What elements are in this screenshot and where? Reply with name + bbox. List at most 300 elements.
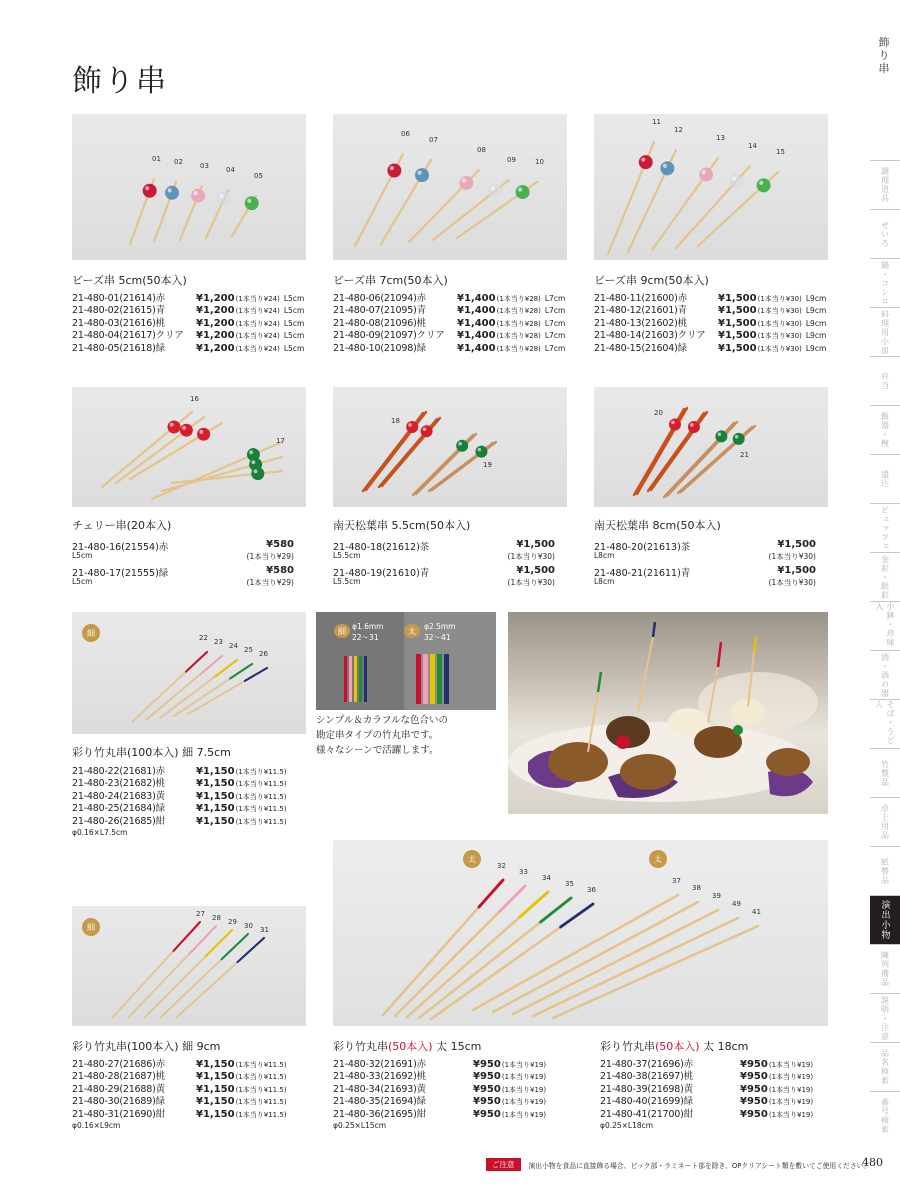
bead-highlight <box>251 460 255 464</box>
item-number: 17 <box>276 437 285 445</box>
row-price: ¥1,200 <box>196 317 235 329</box>
name-prefix: 彩り竹丸串 <box>333 1040 388 1053</box>
side-tab-label: 鍋・コンロ <box>880 260 890 306</box>
photo-food-scene <box>508 612 828 814</box>
row-code: 21-480-06(21094)赤 <box>333 293 426 304</box>
row-price: ¥580 <box>266 539 294 550</box>
row-code: 21-480-21(21611)青 <box>594 568 691 579</box>
price-row <box>600 1109 813 1121</box>
bead-highlight <box>219 194 223 198</box>
bead <box>251 467 264 480</box>
caption-line: 様々なシーンで活躍します。 <box>316 745 439 756</box>
skewer <box>493 902 698 1012</box>
product-name-nanten-8cm: 南天松葉串 8cm(50本入) <box>594 519 721 532</box>
row-price: ¥1,200 <box>196 293 235 304</box>
row-unit: (1本当り¥30) <box>507 552 555 561</box>
photo-beads-7cm <box>333 114 567 260</box>
thin-badge: 細 <box>334 624 350 638</box>
side-tab-1[interactable] <box>870 209 900 258</box>
side-tab-label: 陳列備品 <box>880 951 890 987</box>
size-badge: 太 <box>649 850 667 868</box>
skewer <box>513 910 718 1014</box>
price-row <box>333 1071 546 1083</box>
bead <box>669 418 681 430</box>
quantity-red: (50本入) <box>388 1040 433 1053</box>
spec-take-9cm: φ0.16×L9cm <box>72 1121 121 1130</box>
skewer <box>230 664 252 679</box>
row-price: ¥950 <box>473 1071 501 1083</box>
item-number: 10 <box>535 158 544 166</box>
item-number: 41 <box>752 908 761 916</box>
item-number: 25 <box>244 646 253 654</box>
price-row <box>72 1071 287 1083</box>
row-code: 21-480-37(21696)赤 <box>600 1059 693 1070</box>
price-row <box>72 293 304 305</box>
row-price: ¥1,500 <box>516 565 555 576</box>
bead-highlight <box>671 421 675 425</box>
price-row <box>594 293 826 305</box>
row-price: ¥950 <box>740 1083 768 1095</box>
side-tab-label: 酒・酒の器 <box>880 652 890 698</box>
row-unit: (1本当り¥28) <box>496 332 541 341</box>
row-unit: (1本当り¥28) <box>496 295 541 303</box>
side-tab-12[interactable] <box>870 748 900 797</box>
row-len: L7cm <box>544 294 566 303</box>
product-illustration <box>333 387 567 507</box>
thin-diameter: φ1.6mm <box>352 622 384 631</box>
bead <box>143 184 157 198</box>
row-price: ¥1,150 <box>196 790 235 802</box>
row-unit: (1本当り¥11.5) <box>235 792 287 801</box>
side-tab-label: 演出小物 <box>879 900 890 940</box>
side-tab-label: 紙製品 <box>880 857 890 885</box>
row-len: L5cm <box>72 577 93 586</box>
price-list-take-18cm <box>600 1059 813 1121</box>
row-code: 21-480-17(21555)緑 <box>72 568 169 579</box>
bead <box>191 189 205 203</box>
price-row <box>333 1109 546 1121</box>
price-row <box>600 1059 813 1071</box>
row-unit: (1本当り¥11.5) <box>235 1085 287 1094</box>
price-row <box>72 343 304 355</box>
row-code: 21-480-24(21683)黄 <box>72 790 165 802</box>
item-number: 38 <box>692 884 701 892</box>
name-suffix: 太 15cm <box>432 1040 482 1053</box>
side-tab-18[interactable] <box>870 1042 900 1091</box>
bead <box>488 184 502 198</box>
row-code: 21-480-13(21602)桃 <box>594 317 687 329</box>
price-list-beads-7cm <box>333 293 565 355</box>
bead-highlight <box>690 423 694 427</box>
size-badge: 細 <box>82 918 100 936</box>
bead-highlight <box>759 181 763 185</box>
bead-highlight <box>254 469 258 473</box>
row-unit: (1本当り¥19) <box>768 1061 814 1069</box>
row-price: ¥1,500 <box>718 305 757 317</box>
price-row <box>72 803 287 815</box>
row-price: ¥950 <box>740 1096 768 1108</box>
row-len: L7cm <box>544 306 566 316</box>
side-tab-6[interactable] <box>870 454 900 503</box>
product-name-beads-9cm: ビーズ串 9cm(50本入) <box>594 274 709 287</box>
bead <box>733 433 745 445</box>
row-price: ¥1,500 <box>718 317 757 329</box>
row-len: L9cm <box>805 294 827 303</box>
side-tab-10[interactable] <box>870 650 900 699</box>
item-number: 05 <box>254 172 263 180</box>
row-len: L9cm <box>805 306 827 316</box>
side-tab-5[interactable] <box>870 405 900 454</box>
product-illustration <box>72 387 306 507</box>
row-unit: (1本当り¥19) <box>768 1073 814 1082</box>
row-price: ¥950 <box>473 1083 501 1095</box>
row-price: ¥1,400 <box>457 293 496 304</box>
side-tab-13[interactable] <box>870 797 900 846</box>
product-illustration <box>594 114 828 260</box>
bead <box>421 425 433 437</box>
row-code: 21-480-38(21697)桃 <box>600 1071 693 1083</box>
bead <box>639 155 653 169</box>
bead <box>688 421 700 433</box>
row-unit: (1本当り¥30) <box>757 295 802 303</box>
skewer <box>245 668 267 681</box>
row-price: ¥1,200 <box>196 342 235 354</box>
side-tab-label: 飯器・椀 <box>880 412 890 448</box>
item-number: 11 <box>652 118 661 126</box>
row-code: 21-480-08(21096)桃 <box>333 317 426 329</box>
item-number: 19 <box>483 461 492 469</box>
price-row <box>333 293 565 305</box>
price-row <box>333 330 565 342</box>
price-list-take-9cm <box>72 1059 287 1121</box>
price-row <box>72 791 287 803</box>
row-code: 21-480-30(21689)緑 <box>72 1096 165 1108</box>
side-tab-label: 金彩・銀彩 <box>880 554 890 600</box>
bead-highlight <box>718 432 722 436</box>
row-unit: (1本当り¥19) <box>501 1073 547 1082</box>
item-number: 01 <box>152 155 161 163</box>
item-number: 28 <box>212 914 221 922</box>
skewer <box>553 926 758 1018</box>
price-row <box>600 1071 813 1083</box>
row-unit: (1本当り¥29) <box>246 578 294 587</box>
row-unit: (1本当り¥30) <box>757 344 802 353</box>
side-tab-14[interactable] <box>870 846 900 895</box>
price-row <box>72 1096 287 1108</box>
bead-highlight <box>417 171 421 175</box>
skewer <box>667 422 737 496</box>
bead <box>516 185 530 199</box>
photo-nanten-8cm <box>594 387 828 507</box>
row-price: ¥1,400 <box>457 342 496 354</box>
size-badge: 細 <box>82 624 100 642</box>
row-unit: (1本当り¥11.5) <box>235 1098 287 1107</box>
side-tab-2[interactable] <box>870 258 900 307</box>
spec-take-15cm: φ0.25×L15cm <box>333 1121 387 1130</box>
skewer <box>561 904 593 927</box>
side-tab-label: 卓上用品 <box>880 804 890 840</box>
photo-take-15-18cm <box>333 840 828 1026</box>
row-code: 21-480-18(21612)茶 <box>333 542 430 553</box>
side-tab-9[interactable] <box>870 601 900 650</box>
skewer <box>499 886 525 912</box>
item-number: 18 <box>391 417 400 425</box>
bead-highlight <box>193 191 197 195</box>
price-row <box>72 1059 287 1071</box>
row-price: ¥1,500 <box>718 293 757 304</box>
side-tab-15[interactable] <box>870 895 900 944</box>
caption-line: シンプル＆カラフルな色合いの <box>316 715 449 726</box>
bead <box>757 178 771 192</box>
bead-highlight <box>732 176 736 180</box>
row-price: ¥950 <box>473 1096 501 1108</box>
row-code: 21-480-10(21098)緑 <box>333 342 426 354</box>
row-unit: (1本当り¥19) <box>768 1110 814 1119</box>
row-unit: (1本当り¥30) <box>757 319 802 328</box>
side-tab-label: 品名検索 <box>880 1049 890 1085</box>
photo-beads-9cm <box>594 114 828 260</box>
row-price: ¥1,400 <box>457 330 496 342</box>
item-number: 49 <box>732 900 741 908</box>
item-number: 30 <box>244 922 253 930</box>
row-price: ¥950 <box>473 1108 501 1120</box>
item-number: 15 <box>776 148 785 156</box>
side-category-label: 飾り串 <box>878 36 890 75</box>
bead-highlight <box>478 448 482 452</box>
side-tab-8[interactable] <box>870 552 900 601</box>
price-row <box>72 318 304 330</box>
row-price: ¥1,150 <box>196 803 235 815</box>
price-row <box>72 1109 287 1121</box>
row-unit: (1本当り¥11.5) <box>235 817 287 826</box>
bead <box>387 164 401 178</box>
side-tab-label: 盛込 <box>880 470 890 488</box>
bead-highlight <box>170 423 174 427</box>
side-tab-label: 料理用小皿 <box>880 309 890 355</box>
row-code: 21-480-05(21618)緑 <box>72 342 165 354</box>
product-name-take-9cm: 彩り竹丸串(100本入) 細 9cm <box>72 1040 221 1053</box>
photo-take-7-5cm <box>72 612 306 734</box>
row-price: ¥950 <box>740 1059 768 1070</box>
bead <box>660 161 674 175</box>
row-code: 21-480-31(21690)紺 <box>72 1108 165 1120</box>
row-unit: (1本当り¥24) <box>235 295 280 303</box>
side-tab-label: 調理道具 <box>880 167 890 203</box>
item-number: 03 <box>200 162 209 170</box>
side-tab-4[interactable] <box>870 356 900 405</box>
side-tab-7[interactable] <box>870 503 900 552</box>
row-price: ¥950 <box>473 1059 501 1070</box>
row-code: 21-480-36(21695)紺 <box>333 1108 426 1120</box>
skewer <box>520 892 548 917</box>
bead-highlight <box>167 188 171 192</box>
thick-range: 32〜41 <box>424 633 451 642</box>
row-unit: (1本当り¥19) <box>501 1098 547 1107</box>
bead-highlight <box>247 199 251 203</box>
product-name-beads-5cm: ビーズ串 5cm(50本入) <box>72 274 187 287</box>
price-row <box>594 343 826 355</box>
item-number: 39 <box>712 892 721 900</box>
side-tab-0[interactable] <box>870 160 900 209</box>
row-unit: (1本当り¥11.5) <box>235 1110 287 1119</box>
photo-take-9cm <box>72 906 306 1026</box>
row-price: ¥1,400 <box>457 317 496 329</box>
price-row <box>594 318 826 330</box>
skewer <box>201 656 222 674</box>
row-len: L9cm <box>805 343 827 353</box>
item-number: 23 <box>214 638 223 646</box>
item-number: 16 <box>190 395 199 403</box>
item-number: 07 <box>429 136 438 144</box>
row-len: L5cm <box>283 331 305 341</box>
row-unit: (1本当り¥28) <box>496 307 541 316</box>
row-unit: (1本当り¥30) <box>768 552 816 561</box>
row-len: L8cm <box>594 577 615 586</box>
price-row <box>72 816 287 828</box>
product-name-beads-7cm: ビーズ串 7cm(50本入) <box>333 274 448 287</box>
bead <box>475 446 487 458</box>
row-price: ¥1,500 <box>718 330 757 342</box>
side-tab-17[interactable] <box>870 993 900 1042</box>
name-suffix: 太 18cm <box>699 1040 749 1053</box>
item-number: 12 <box>674 126 683 134</box>
row-unit: (1本当り¥19) <box>768 1098 814 1107</box>
product-illustration <box>333 114 567 260</box>
row-unit: (1本当り¥11.5) <box>235 768 287 776</box>
row-code: 21-480-29(21688)黄 <box>72 1083 165 1095</box>
side-tab-label: ビュッフェ <box>880 505 890 551</box>
side-tab-label: 番号検索 <box>880 1098 890 1134</box>
row-price: ¥1,150 <box>196 1096 235 1108</box>
row-price: ¥1,150 <box>196 1083 235 1095</box>
side-tab-11[interactable] <box>870 699 900 748</box>
row-len: L5cm <box>283 306 305 316</box>
row-code: 21-480-23(21682)桃 <box>72 778 165 790</box>
bead <box>730 174 744 188</box>
row-price: ¥1,500 <box>777 565 816 576</box>
row-code: 21-480-26(21685)紺 <box>72 815 165 827</box>
row-unit: (1本当り¥30) <box>768 578 816 587</box>
price-row <box>72 330 304 342</box>
product-illustration <box>72 906 306 1026</box>
row-price: ¥950 <box>740 1071 768 1083</box>
bead <box>715 430 727 442</box>
product-name-cherry: チェリー串(20本入) <box>72 519 172 532</box>
item-number: 26 <box>259 650 268 658</box>
price-row <box>333 343 565 355</box>
row-code: 21-480-01(21614)赤 <box>72 293 165 304</box>
row-code: 21-480-14(21603)クリア <box>594 330 706 342</box>
row-unit: (1本当り¥30) <box>757 332 802 341</box>
bead <box>197 428 210 441</box>
price-row <box>600 1096 813 1108</box>
row-len: L7cm <box>544 318 566 328</box>
row-code: 21-480-03(21616)桃 <box>72 317 165 329</box>
item-number: 09 <box>507 156 516 164</box>
row-code: 21-480-27(21686)赤 <box>72 1059 165 1070</box>
product-name-take-18cm <box>600 1038 748 1054</box>
size-badge: 太 <box>463 850 481 868</box>
price-row <box>72 1084 287 1096</box>
bead-highlight <box>408 423 412 427</box>
row-unit: (1本当り¥11.5) <box>235 805 287 814</box>
item-number: 29 <box>228 918 237 926</box>
item-number: 31 <box>260 926 269 934</box>
bead <box>699 168 713 182</box>
photo-cherry <box>72 387 306 507</box>
row-price: ¥1,150 <box>196 1108 235 1120</box>
row-unit: (1本当り¥24) <box>235 344 280 353</box>
row-code: 21-480-09(21097)クリア <box>333 330 445 342</box>
side-tab-19[interactable] <box>870 1091 900 1140</box>
side-tab-16[interactable] <box>870 944 900 993</box>
spec-take-7-5cm: φ0.16×L7.5cm <box>72 828 128 837</box>
row-code: 21-480-16(21554)赤 <box>72 542 169 553</box>
bead-highlight <box>249 450 253 454</box>
product-name-take-15cm <box>333 1038 481 1054</box>
row-price: ¥1,150 <box>196 766 235 777</box>
row-code: 21-480-07(21095)青 <box>333 305 426 317</box>
bead <box>456 440 468 452</box>
bead-highlight <box>182 426 186 430</box>
row-price: ¥1,150 <box>196 1059 235 1070</box>
bead-highlight <box>735 435 739 439</box>
price-row <box>600 1084 813 1096</box>
side-index-tabs <box>870 160 900 1140</box>
row-code: 21-480-28(21687)桃 <box>72 1071 165 1083</box>
bead <box>165 186 179 200</box>
bead-highlight <box>145 186 149 190</box>
row-price: ¥1,200 <box>196 330 235 342</box>
caption-line: 勘定串タイプの竹丸串です。 <box>316 730 439 741</box>
row-price: ¥1,200 <box>196 305 235 317</box>
bead-highlight <box>199 430 203 434</box>
row-unit: (1本当り¥30) <box>507 578 555 587</box>
product-illustration <box>72 114 306 260</box>
skewer <box>479 880 503 907</box>
bead <box>245 196 259 210</box>
row-code: 21-480-22(21681)赤 <box>72 766 165 777</box>
bead-highlight <box>518 188 522 192</box>
row-code: 21-480-32(21691)赤 <box>333 1059 426 1070</box>
price-row <box>333 1096 546 1108</box>
item-number: 33 <box>519 868 528 876</box>
price-list-beads-5cm <box>72 293 304 355</box>
price-row <box>333 1059 546 1071</box>
item-number: 14 <box>748 142 757 150</box>
row-len: L5cm <box>72 551 93 560</box>
row-unit: (1本当り¥28) <box>496 319 541 328</box>
row-code: 21-480-40(21699)緑 <box>600 1096 693 1108</box>
row-code: 21-480-35(21694)緑 <box>333 1096 426 1108</box>
side-tab-label: 竹製品 <box>880 759 890 787</box>
skewer <box>215 660 237 676</box>
price-row <box>72 305 304 317</box>
side-tab-3[interactable] <box>870 307 900 356</box>
photo-nanten-5-5cm <box>333 387 567 507</box>
price-list-beads-9cm <box>594 293 826 355</box>
skewer <box>541 898 571 922</box>
side-tab-label: そば・うどん <box>875 700 895 745</box>
row-unit: (1本当り¥11.5) <box>235 1061 287 1069</box>
row-len: L9cm <box>805 331 827 341</box>
thick-badge: 太 <box>404 624 420 638</box>
side-tab-label: 弁当 <box>880 372 890 390</box>
quantity-red: (50本入) <box>655 1040 700 1053</box>
row-code: 21-480-04(21617)クリア <box>72 330 184 342</box>
food-scene-illustration <box>508 612 828 814</box>
skewer <box>533 918 738 1016</box>
